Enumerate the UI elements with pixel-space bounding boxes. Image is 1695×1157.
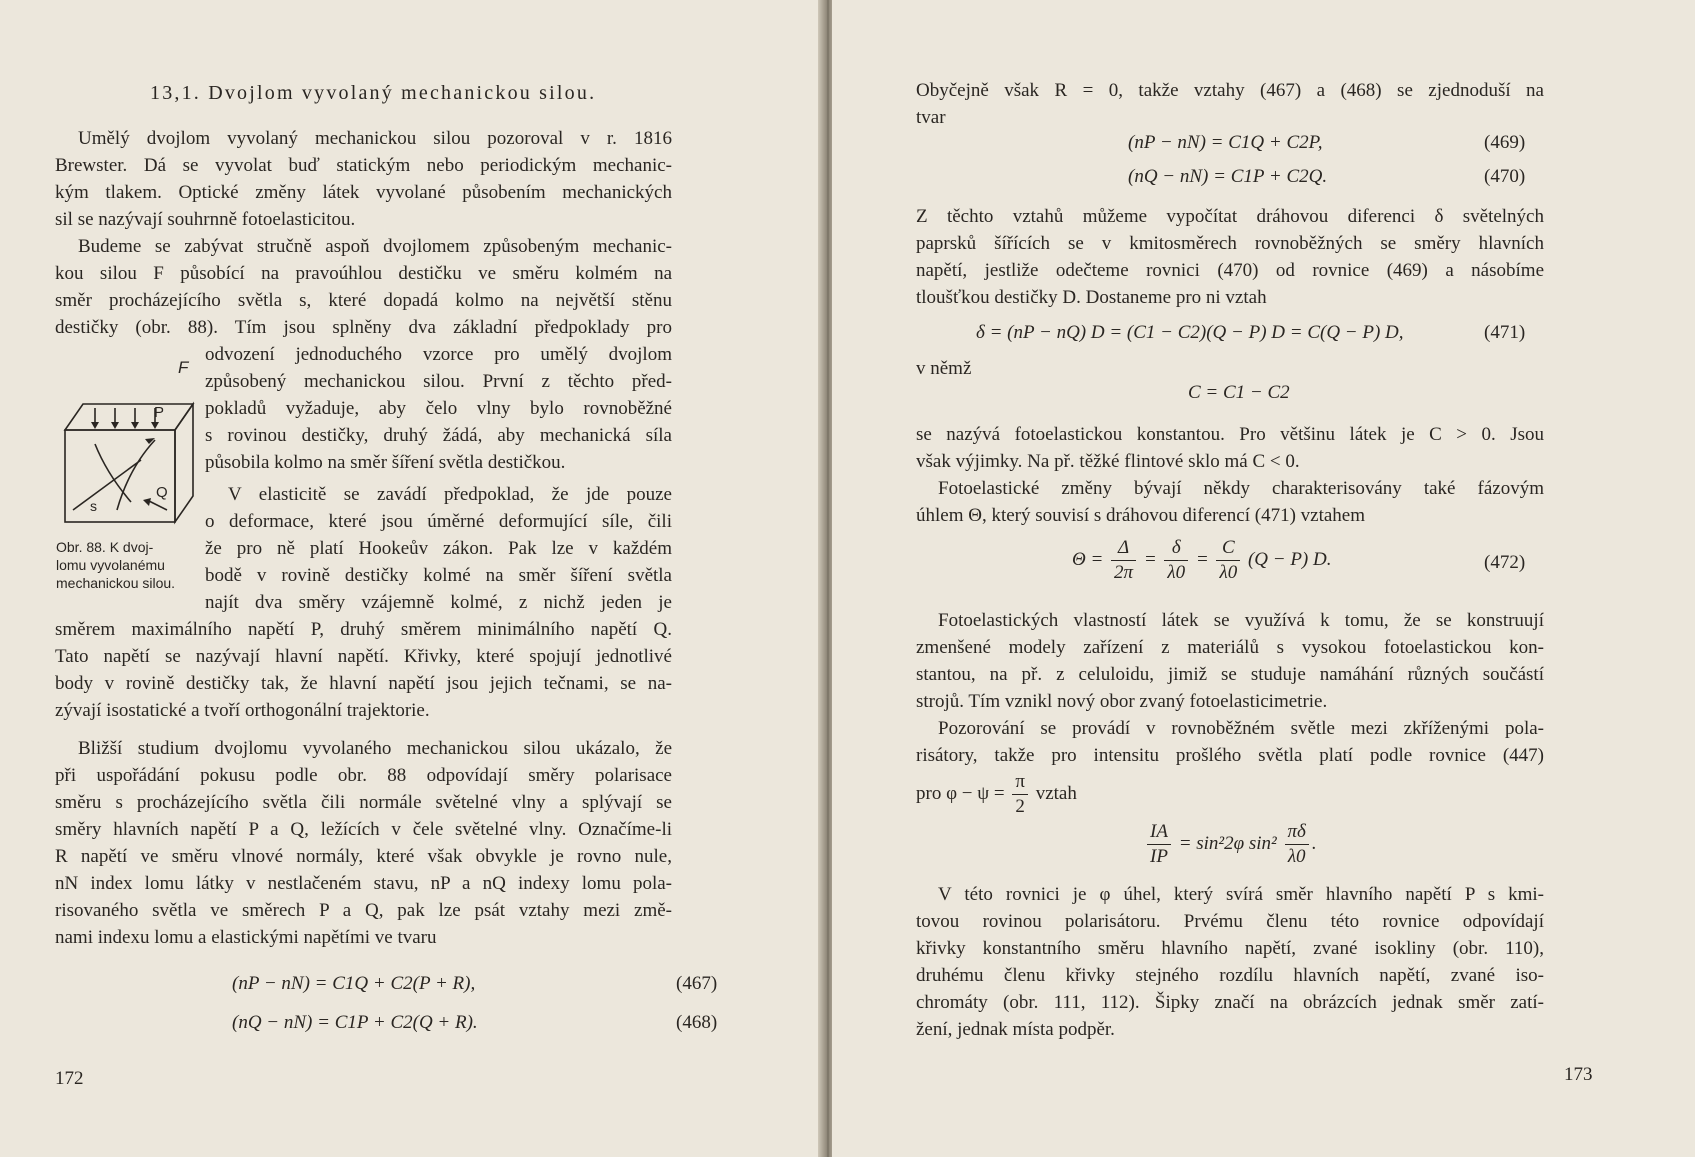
text-line: Brewster. Dá se vyvolat buď statickým nebo periodickým mechanic- bbox=[55, 155, 672, 176]
text-line: směr procházejícího světla s, které dopadá kolmo na největší stěnu bbox=[55, 290, 672, 311]
figure-label-p: P bbox=[154, 404, 165, 421]
text-line: body v rovině destičky tak, že hlavní napětí jsou jejich tečnami, se na- bbox=[55, 673, 672, 694]
text-line: V elasticitě se zavádí předpoklad, že jde pouze bbox=[228, 484, 672, 505]
text-line: tloušťkou destičky D. Dostaneme pro ni vztah bbox=[916, 287, 1267, 308]
right-page bbox=[832, 0, 1695, 1157]
text-line: o deformace, které jsou úměrné deformující síle, čili bbox=[205, 511, 672, 532]
equation-number: (470) bbox=[1484, 166, 1526, 187]
equation-number: (469) bbox=[1484, 132, 1526, 153]
text-line: zývají isostatické a tvoří orthogonální trajektorie. bbox=[55, 700, 430, 721]
plate-diagram bbox=[55, 382, 205, 532]
page-number-left: 172 bbox=[55, 1068, 84, 1089]
text-line: Budeme se zabývat stručně aspoň dvojlomem způsobeným mechanic- bbox=[78, 236, 672, 257]
text-line: strojů. Tím vznikl nový obor zvaný fotoelasticimetrie. bbox=[916, 691, 1328, 712]
page-number-right: 173 bbox=[1564, 1064, 1593, 1085]
plate-side-face bbox=[175, 404, 193, 522]
text-line: směry hlavních napětí P a Q, ležících v čele světelné vlny. Označíme-li bbox=[55, 819, 672, 840]
fraction: $\frac{IA}{IP}$ bbox=[1147, 820, 1171, 869]
equation-condition: pro φ − ψ = $\frac{\pi}{2}$ vztah bbox=[916, 771, 1077, 817]
fraction: $\frac{\pi}{2}$ bbox=[1012, 770, 1028, 819]
figure-caption bbox=[56, 538, 216, 592]
text-line: směrem maximálního napětí P, druhý směrem minimálního napětí Q. bbox=[55, 619, 672, 640]
figure-88 bbox=[55, 382, 205, 532]
equation-number: (471) bbox=[1484, 322, 1526, 343]
text-line: křivky konstantního směru hlavního napětí, zvané isokliny (obr. 110), bbox=[916, 938, 1544, 959]
text-line: Fotoelastické změny bývají někdy charakterisovány také fázovým bbox=[938, 478, 1544, 499]
text-line: úhlem Θ, který souvisí s dráhovou diferencí (471) vztahem bbox=[916, 505, 1366, 526]
text-line: paprsků šířících se v kmitosměrech rovnoběžných se směry hlavních bbox=[916, 233, 1544, 254]
text-line: Z těchto vztahů můžeme vypočítat dráhovou diferenci δ světelných bbox=[916, 206, 1544, 227]
equation-472: Θ = $\frac{\Delta}{2\pi}$ = $\frac{\delta}{\lambda 0}$ = $\frac{C}{\lambda 0}$ (Q − P) D. bbox=[1072, 537, 1332, 583]
equation-intensity: $\frac{IA}{IP}$ = sin²2φ sin² $\frac{\pi\delta}{\lambda 0}$ . bbox=[1144, 820, 1317, 869]
text-line: tvar bbox=[916, 107, 946, 128]
text-line: s rovinou destičky, druhý žádá, aby mechanická síla bbox=[205, 425, 672, 446]
equation-c: C = C1 − C2 bbox=[1188, 382, 1290, 403]
text-line: nN index lomu látky v nestlačeném stavu, nP a nQ indexy lomu pola- bbox=[55, 873, 672, 894]
text-line: způsobený mechanickou silou. První z těchto před- bbox=[205, 371, 672, 392]
text-line: při uspořádání pokusu podle obr. 88 odpovídají směry polarisace bbox=[55, 765, 672, 786]
text-line: Tato napětí se nazývají hlavní napětí. Křivky, které spojují jednotlivé bbox=[55, 646, 672, 667]
text-line: Pozorování se provádí v rovnoběžném světle mezi zkříženými pola- bbox=[938, 718, 1544, 739]
text-line: působila kolmo na směr šíření světla destičkou. bbox=[205, 452, 566, 473]
equation-number: (472) bbox=[1484, 552, 1526, 573]
equation-467: (nP − nN) = C1Q + C2(P + R), bbox=[232, 973, 476, 994]
text-line: zmenšené modely zařízení z materiálů s vysokou fotoelastickou kon- bbox=[916, 637, 1544, 658]
section-heading: 13,1. Dvojlom vyvolaný mechanickou silou. bbox=[150, 82, 597, 104]
fraction: $\frac{\pi\delta}{\lambda 0}$ bbox=[1285, 820, 1309, 869]
text-line: tovou rovinou polarisátoru. Prvému členu této rovnice odpovídají bbox=[916, 911, 1544, 932]
text-line: druhému členu křivky stejného rozdílu hlavních napětí, zvané iso- bbox=[916, 965, 1544, 986]
figure-label-q: Q bbox=[156, 484, 168, 501]
figure-label-f: F bbox=[178, 358, 189, 377]
caption-line: lomu vyvolanému bbox=[56, 557, 165, 573]
text-line: Obyčejně však R = 0, takže vztahy (467) a (468) se zjednoduší na bbox=[916, 80, 1544, 101]
text-line: sil se nazývají souhrnně fotoelasticitou. bbox=[55, 209, 356, 230]
equation-470: (nQ − nN) = C1P + C2Q. bbox=[1128, 166, 1328, 187]
fraction: $\frac{\delta}{\lambda 0}$ bbox=[1164, 536, 1188, 585]
plate-top-face bbox=[65, 404, 193, 430]
equation-number: (467) bbox=[676, 973, 718, 994]
text-line: stantou, na př. z celuloidu, jimiž se studuje namáhání různých součástí bbox=[916, 664, 1544, 685]
text-line: pokladů vyžaduje, aby čelo vlny bylo rovnoběžné bbox=[205, 398, 672, 419]
text-line: Umělý dvojlom vyvolaný mechanickou silou pozoroval v r. 1816 bbox=[78, 128, 672, 149]
text-line: V této rovnici je φ úhel, který svírá směr hlavního napětí P s kmi- bbox=[938, 884, 1544, 905]
text-line: napětí, jestliže odečteme rovnici (470) od rovnice (469) a násobíme bbox=[916, 260, 1544, 281]
fraction: $\frac{C}{\lambda 0}$ bbox=[1216, 536, 1240, 585]
text-line: že pro ně platí Hookeův zákon. Pak lze v každém bbox=[205, 538, 672, 559]
text-line: kou silou F působící na pravoúhlou destičku ve směru kolmém na bbox=[55, 263, 672, 284]
text-line: v němž bbox=[916, 358, 972, 379]
equation-468: (nQ − nN) = C1P + C2(Q + R). bbox=[232, 1012, 478, 1033]
left-page bbox=[0, 0, 824, 1157]
equation-471: δ = (nP − nQ) D = (C1 − C2)(Q − P) D = C(Q − P) D, bbox=[976, 322, 1404, 343]
text-line: risovaného světla ve směrech P a Q, pak lze psát vztahy mezi změ- bbox=[55, 900, 672, 921]
text-line: chromáty (obr. 111, 112). Šipky značí na obrázcích jednak směr zatí- bbox=[916, 992, 1544, 1013]
text-line: žení, jednak místa podpěr. bbox=[916, 1019, 1115, 1040]
stress-curve bbox=[95, 444, 131, 502]
text-line: směru s procházejícího světla čili normále světelné vlny a splývají se bbox=[55, 792, 672, 813]
eq-lhs: Θ = bbox=[1072, 548, 1104, 570]
text-line: odvození jednoduchého vzorce pro umělý dvojlom bbox=[205, 344, 672, 365]
equation-469: (nP − nN) = C1Q + C2P, bbox=[1128, 132, 1323, 153]
text-line: nami indexu lomu a elastickými napětími ve tvaru bbox=[55, 927, 437, 948]
text-line: kým tlakem. Optické změny látek vyvolané působením mechanických bbox=[55, 182, 672, 203]
text-line: však výjimky. Na př. těžké flintové sklo má C < 0. bbox=[916, 451, 1300, 472]
text-line: destičky (obr. 88). Tím jsou splněny dva základní předpoklady pro bbox=[55, 317, 672, 338]
equation-number: (468) bbox=[676, 1012, 718, 1033]
eq-tail: (Q − P) D. bbox=[1247, 548, 1332, 570]
text-line: bodě v rovině destičky kolmé na směr šíření světla bbox=[205, 565, 672, 586]
text-line: najít dva směry vzájemně kolmé, z nichž jeden je bbox=[205, 592, 672, 613]
caption-line: mechanickou silou. bbox=[56, 575, 176, 591]
text-line: se nazývá fotoelastickou konstantou. Pro většinu látek je C > 0. Jsou bbox=[916, 424, 1544, 445]
text-line: Fotoelastických vlastností látek se využívá k tomu, že se konstruují bbox=[938, 610, 1544, 631]
fraction: $\frac{\Delta}{2\pi}$ bbox=[1111, 536, 1136, 585]
figure-label-s: s bbox=[90, 498, 97, 514]
caption-line: Obr. 88. K dvoj- bbox=[56, 539, 154, 555]
text-line: Bližší studium dvojlomu vyvolaného mechanickou silou ukázalo, že bbox=[78, 738, 672, 759]
text-line: risátory, takže pro intensitu prošlého světla platí podle rovnice (447) bbox=[916, 745, 1544, 766]
text-line: R napětí ve směru vlnové normály, které však obvykle je rovno nule, bbox=[55, 846, 672, 867]
